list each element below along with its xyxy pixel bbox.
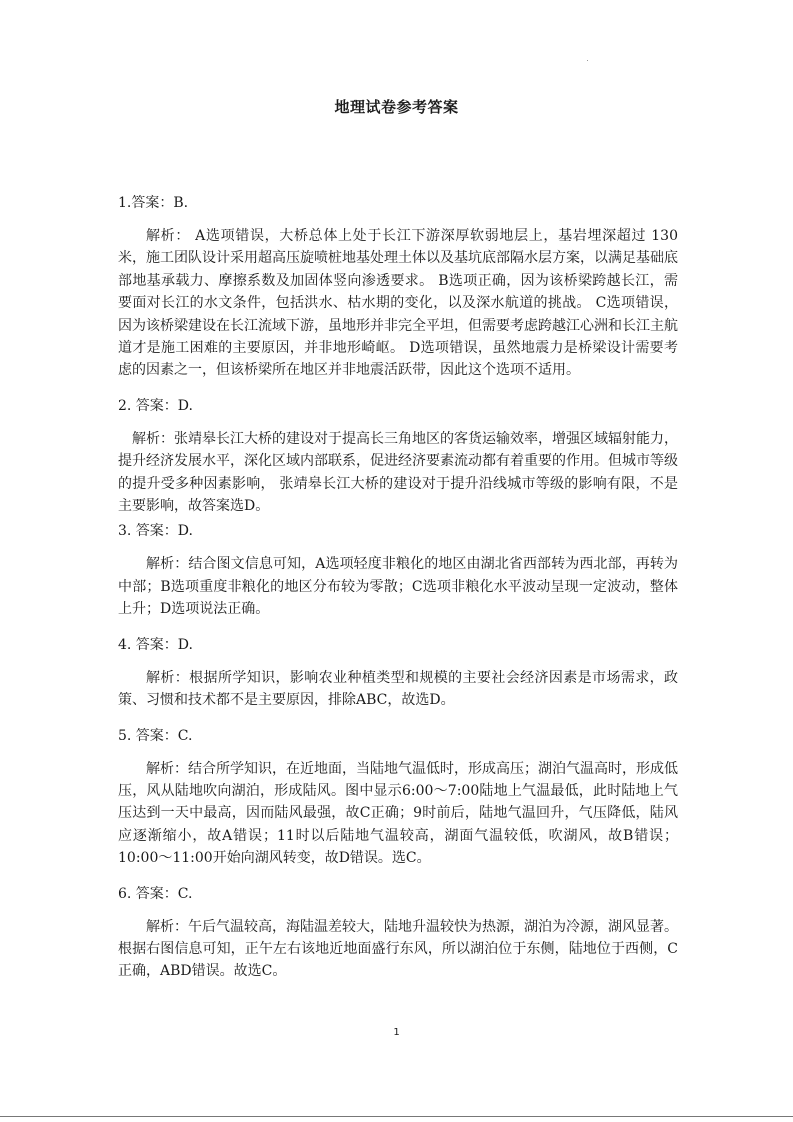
- page-artifact-dot: [587, 60, 588, 61]
- answer-list: [118, 193, 678, 983]
- explanation-1: 解析： A选项错误，大桥总体上处于长江下游深厚软弱地层上，基岩埋深超过 130 米，施工团队设计采用超高压旋喷桩地基处理土体以及基坑底部隔水层方案，以满足基础底部地基承载力、摩擦系数及加固体竖向渗透要求。 B选项正确，因为该桥梁跨越长江，需要面对长江的水文条件，包括洪水、枯水期的变化，以及深水航道的挑战。 C选项错误，因为该桥梁建设在长江流域下游，虽地形并非完全平坦，但需要考虑跨越江心洲和长江主航道才是施工困难的主要原因，并非地形崎岖。 D选项错误，虽然地震力是桥梁设计需要考虑的因素之一，但该桥梁所在地区并非地震活跃带，因此这个选项不适用。: [118, 228, 678, 379]
- answer-6: 6. 答案：C.: [118, 885, 193, 902]
- answer-2: 2. 答案：D.: [118, 397, 193, 414]
- explanation-4: 解析：根据所学知识，影响农业种植类型和规模的主要社会经济因素是市场需求，政策、习惯和技术都不是主要原因，排除ABC，故选D。: [118, 669, 678, 709]
- explanation-6: 解析：午后气温较高，海陆温差较大，陆地升温较快为热源，湖泊为冷源，湖风显著。根据右图信息可知，正午左右该地近地面盛行东风，所以湖泊位于东侧，陆地位于西侧，C正确，ABD错误。故选C。: [118, 918, 678, 980]
- explanation-5: 解析：结合所学知识，在近地面，当陆地气温低时，形成高压；湖泊气温高时，形成低压，风从陆地吹向湖泊，形成陆风。图中显示6:00～7:00陆地上气温最低，此时陆地上气压达到一天中最高，因而陆风最强，故C正确；9时前后，陆地气温回升，气压降低，陆风应逐渐缩小，故A错误；11时以后陆地气温较高，湖面气温较低，吹湖风，故B错误；10:00～11:00开始向湖风转变，故D错误。选C。: [118, 760, 678, 867]
- explanation-2: 解析：张靖皋长江大桥的建设对于提高长三角地区的客货运输效率，增强区域辐射能力，提升经济发展水平，深化区域内部联系，促进经济要素流动都有着重要的作用。但城市等级的提升受多种因素影响， 张靖皋长江大桥的建设对于提升沿线城市等级的影响有限，不是主要影响，故答案选D。: [118, 430, 678, 515]
- page-bottom-divider: [0, 1116, 793, 1117]
- answer-1: 1.答案：B.: [118, 195, 189, 211]
- explanation-3: 解析：结合图文信息可知，A选项轻度非粮化的地区由湖北省西部转为西北部，再转为中部；B选项重度非粮化的地区分布较为零散；C选项非粮化水平波动呈现一定波动，整体上升；D选项说法正确。: [118, 556, 678, 618]
- answer-5: 5. 答案：C.: [118, 727, 193, 744]
- page-number: 1: [393, 1027, 400, 1038]
- answer-4: 4. 答案：D.: [118, 636, 193, 653]
- answer-3: 3. 答案：D.: [118, 523, 193, 540]
- page-title: 地理试卷参考答案: [334, 98, 459, 116]
